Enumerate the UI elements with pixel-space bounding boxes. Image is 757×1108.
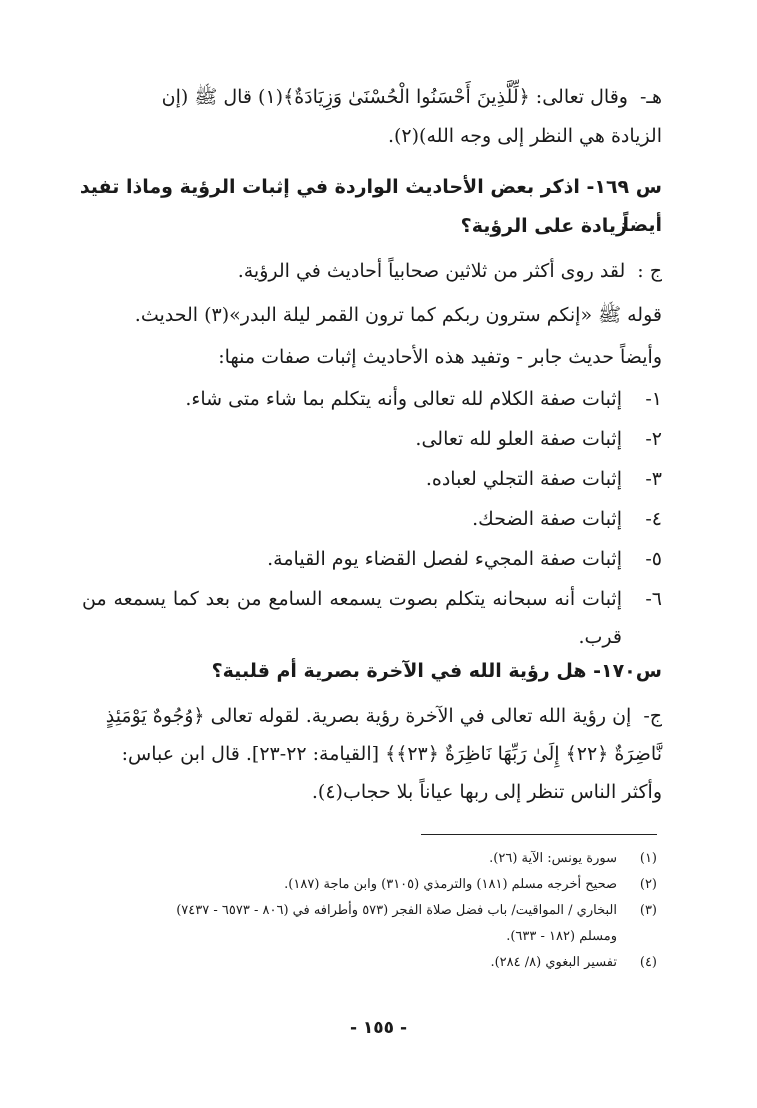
- footnote-text: تفسير البغوي (٨/ ٢٨٤).: [490, 955, 617, 970]
- answer-169-label: ج :: [637, 260, 662, 282]
- footnote-number: [617, 926, 657, 948]
- list-item: [82, 380, 662, 418]
- footnote: [57, 874, 657, 896]
- footnote-text: سورة يونس: الآية (٢٦).: [489, 851, 617, 866]
- question-169-line1: س ١٦٩- اذكر بعض الأحاديث الواردة في إثبات الرؤية وماذا تفيد أيضاً: [79, 176, 662, 236]
- question-169-line2: زيادة على الرؤية؟: [460, 215, 627, 237]
- answer-169-intro-row: [82, 252, 662, 290]
- list-item-text: إثبات أنه سبحانه يتكلم بصوت يسمعه السامع من بعد كما يسمعه من قرب.: [82, 588, 622, 648]
- list-item-number: ٥-: [645, 548, 662, 570]
- section-h-line2-wrap: [82, 117, 662, 155]
- list-item-text: إثبات صفة العلو لله تعالى.: [415, 428, 622, 450]
- list-item: [82, 580, 662, 656]
- section-h-line1: وقال تعالى: ﴿لِّلَّذِينَ أَحْسَنُوا الْحُسْنَىٰ وَزِيَادَةٌ﴾(١) قال ﷺ (إن: [161, 86, 628, 108]
- footnote-number: (١): [639, 851, 657, 866]
- answer-170-line1: إن رؤية الله تعالى في الآخرة رؤية بصرية. لقوله تعالى ﴿وُجُوهٌ يَوْمَئِذٍ: [105, 705, 632, 727]
- answer-169-hadith: قوله ﷺ «إنكم سترون ربكم كما ترون القمر ليلة البدر»(٣) الحديث.: [134, 304, 662, 326]
- footnote-text: ومسلم (١٨٢ - ٦٣٣).: [506, 929, 617, 944]
- list-item-number: ٤-: [645, 508, 662, 530]
- answer-170-line3: وأكثر الناس تنظر إلى ربها عياناً بلا حجاب(٤).: [311, 781, 662, 803]
- section-h-line2: الزيادة هي النظر إلى وجه الله)(٢).: [387, 125, 662, 147]
- footnote-number: (٣): [639, 903, 657, 918]
- footnote-number: (٢): [639, 877, 657, 892]
- footnote-continuation: [57, 926, 657, 948]
- section-h-paragraph: [82, 78, 662, 116]
- list-item-number: ٢-: [645, 428, 662, 450]
- question-170: س١٧٠- هل رؤية الله في الآخرة بصرية أم قلبية؟: [211, 660, 662, 682]
- list-item: [82, 420, 662, 458]
- list-item: [82, 500, 662, 538]
- answer-169-jabir: وأيضاً حديث جابر - وتفيد هذه الأحاديث إثبات صفات منها:: [218, 346, 662, 368]
- section-h-label: هـ-: [639, 86, 662, 108]
- footnote-text: البخاري / المواقيت/ باب فضل صلاة الفجر (٥٧٣ وأطرافه في (٨٠٦ - ٦٥٧٣ - ٧٤٣٧): [176, 903, 617, 918]
- list-item: [82, 540, 662, 578]
- list-item: [82, 460, 662, 498]
- footnote-number: (٤): [639, 955, 657, 970]
- list-item-number: ١-: [645, 388, 662, 410]
- list-item-text: إثبات صفة التجلي لعباده.: [425, 468, 622, 490]
- footnote-divider: [421, 834, 657, 835]
- footnote: [57, 848, 657, 870]
- list-item-text: إثبات صفة الكلام لله تعالى وأنه يتكلم بما شاء متى شاء.: [185, 388, 622, 410]
- answer-170-line1-wrap: [82, 697, 662, 735]
- answer-170-line2: نَّاضِرَةٌ ﴿٢٢﴾ إِلَىٰ رَبِّهَا نَاظِرَةٌ ﴿٢٣﴾﴾ [القيامة: ٢٢-٢٣]. قال ابن عباس:: [121, 743, 662, 765]
- list-item-text: إثبات صفة الضحك.: [472, 508, 622, 530]
- list-item-number: ٦-: [645, 588, 662, 610]
- footnote: [17, 900, 657, 922]
- footnote-text: صحيح أخرجه مسلم (١٨١) والترمذي (٣١٠٥) وابن ماجة (١٨٧).: [284, 877, 617, 892]
- list-item-number: ٣-: [645, 468, 662, 490]
- footnote: [57, 952, 657, 974]
- answer-169-intro: لقد روى أكثر من ثلاثين صحابياً أحاديث في الرؤية.: [237, 260, 626, 282]
- answer-170-label: ج-: [643, 705, 662, 727]
- page-number: - ١٥٥ -: [349, 1018, 408, 1038]
- list-item-text: إثبات صفة المجيء لفصل القضاء يوم القيامة.: [267, 548, 622, 570]
